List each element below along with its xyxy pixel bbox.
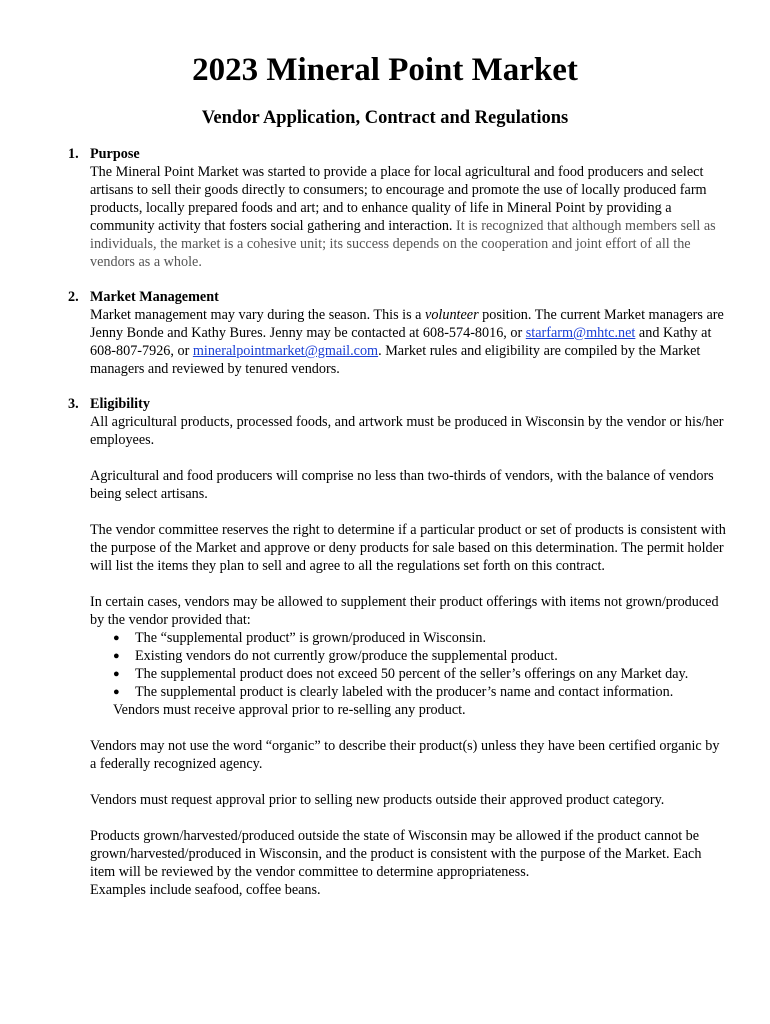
eligibility-paragraph: Vendors may not use the word “organic” to describe their product(s) unless they have been certified organic by a federally recognized agency.: [90, 738, 720, 772]
eligibility-paragraph: Products grown/harvested/produced outside the state of Wisconsin may be allowed if the product cannot be grown/harvested/produced in Wisconsin, and the product is consistent with the purpose of the Market. Each item will be reviewed by the vendor committee to determine appropriateness.: [90, 828, 702, 880]
section-body: [90, 163, 728, 271]
document-body: [68, 145, 728, 916]
eligibility-paragraph: The vendor committee reserves the right to determine if a particular product or set of products is consistent with the purpose of the Market and approve or deny products for sale based on this determination. The permit holder will list the items they plan to sell and agree to all the regulations set forth on this contract.: [90, 522, 726, 574]
email-link-mineralpointmarket[interactable]: mineralpointmarket@gmail.com: [192, 343, 379, 359]
bullet-icon: ●: [113, 686, 120, 698]
list-item-text: The supplemental product is clearly labeled with the producer’s name and contact information.: [135, 684, 674, 700]
bullet-icon: ●: [113, 650, 120, 662]
list-item: [113, 683, 728, 701]
section-title: Eligibility: [90, 396, 150, 412]
list-item-text: Existing vendors do not currently grow/produce the supplemental product.: [135, 648, 558, 664]
email-link-starfarm[interactable]: starfarm@mhtc.net: [525, 325, 636, 341]
list-item-text: The “supplemental product” is grown/produced in Wisconsin.: [135, 630, 487, 646]
supplemental-intro: In certain cases, vendors may be allowed to supplement their product offerings with items not grown/produced by the vendor provided that:: [90, 594, 719, 628]
supplemental-conditions-list: [90, 629, 728, 701]
section-number: 2.: [68, 289, 79, 305]
section-body: [90, 413, 728, 899]
eligibility-paragraph: Vendors must request approval prior to selling new products outside their approved product category.: [90, 792, 665, 808]
section-number: 3.: [68, 396, 79, 412]
eligibility-examples: Examples include seafood, coffee beans.: [90, 882, 321, 898]
page-title: 2023 Mineral Point Market: [192, 52, 578, 88]
section-number: 1.: [68, 146, 79, 162]
bullet-icon: ●: [113, 632, 120, 644]
list-item: [113, 647, 728, 665]
management-text-1: Market management may vary during the season. This is a: [90, 307, 426, 323]
management-text-3: and Kathy at 608-807-7926, or: [90, 325, 712, 359]
purpose-text-muted: It is recognized that although members sell as individuals, the market is a cohesive unit; its success depends on the cooperation and joint effort of all the vendors as a whole.: [90, 218, 716, 270]
page-subtitle: Vendor Application, Contract and Regulations: [201, 108, 569, 128]
management-text-4: . Market rules and eligibility are compiled by the Market managers and reviewed by tenured vendors.: [90, 343, 701, 377]
list-item: [113, 629, 728, 647]
volunteer-emphasis: volunteer: [425, 307, 479, 323]
section-title: Market Management: [90, 289, 219, 305]
section-eligibility: [68, 395, 728, 899]
section-purpose: [68, 145, 728, 271]
purpose-text: The Mineral Point Market was started to provide a place for local agricultural and food producers and select artisans to sell their goods directly to consumers; to encourage and promote the use of locally produced farm products, locally prepared foods and art; and to enhance quality of life in Mineral Point by providing a community activity that fosters social gathering and interaction.: [90, 164, 707, 234]
eligibility-paragraph: Agricultural and food producers will comprise no less than two-thirds of vendors, with the balance of vendors being select artisans.: [90, 468, 714, 502]
section-market-management: [68, 288, 728, 378]
section-heading: [68, 288, 728, 306]
eligibility-paragraph: All agricultural products, processed foods, and artwork must be produced in Wisconsin by the vendor or his/her employees.: [90, 414, 724, 448]
list-item-text: The supplemental product does not exceed 50 percent of the seller’s offerings on any Market day.: [135, 666, 689, 682]
section-heading: [68, 145, 728, 163]
bullet-icon: ●: [113, 668, 120, 680]
section-body: [90, 306, 728, 378]
supplemental-products-block: [90, 593, 728, 719]
list-item: [113, 665, 728, 683]
section-heading: [68, 395, 728, 413]
section-title: Purpose: [90, 146, 140, 162]
supplemental-outro: Vendors must receive approval prior to re-selling any product.: [113, 702, 466, 718]
management-text-2: position. The current Market managers are Jenny Bonde and Kathy Bures. Jenny may be contacted at 608-574-8016, or: [90, 307, 724, 341]
